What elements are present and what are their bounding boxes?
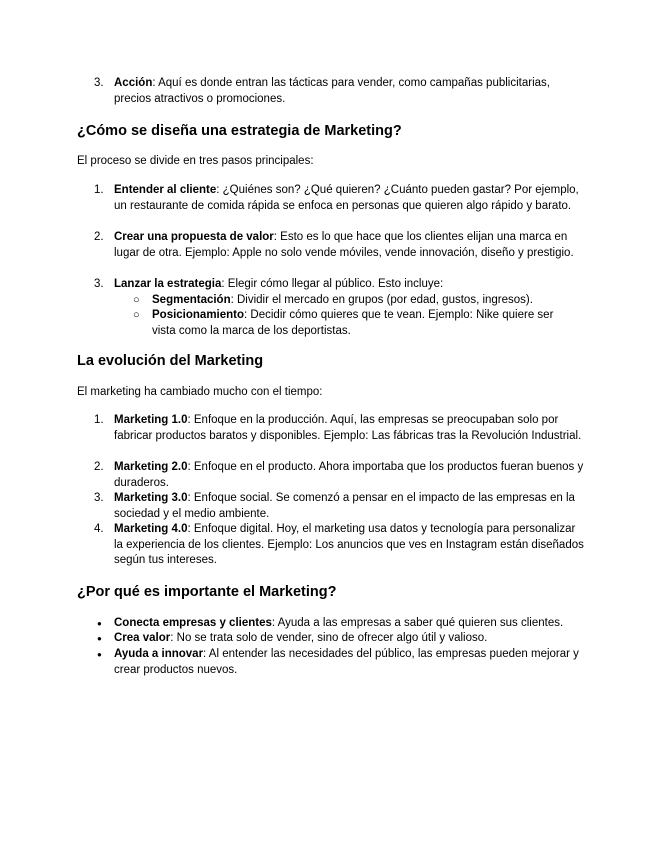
list-number: 3. (94, 278, 104, 290)
sub-list-item (133, 308, 572, 339)
list-number: 3. (94, 492, 104, 504)
list-item (94, 183, 584, 214)
list-text: : Enfoque en la producción. Aquí, las empresas se preocupaban solo por fabricar productos baratos y disponibles. Ejemplo: Las fábricas tras la Revolución Industrial. (114, 414, 582, 442)
circle-bullet-icon: ○ (133, 294, 140, 306)
bullet-icon: ● (97, 634, 102, 643)
list-item (94, 522, 584, 569)
section-intro: El proceso se divide en tres pasos principales: (77, 155, 314, 167)
list-text: : Esto es lo que hace que los clientes elijan una marca en lugar de otra. Ejemplo: Apple no solo vende móviles, vende innovación, diseño y prestigio. (114, 231, 574, 259)
section-heading: ¿Por qué es importante el Marketing? (77, 584, 337, 600)
list-number: 2. (94, 461, 104, 473)
list-term: Crear una propuesta de valor (114, 231, 274, 243)
list-term: Marketing 1.0 (114, 414, 188, 426)
list-item (94, 460, 584, 491)
sub-list-item (133, 293, 572, 309)
list-text: : ¿Quiénes son? ¿Qué quieren? ¿Cuánto pueden gastar? Por ejemplo, un restaurante de comida rápida se enfoca en personas que quieren algo rápido y barato. (114, 184, 579, 212)
bullet-icon: ● (97, 650, 102, 659)
bullet-item (97, 616, 584, 632)
list-text: : Al entender las necesidades del público, las empresas pueden mejorar y crear productos nuevos. (114, 648, 579, 676)
bullet-item (97, 647, 584, 678)
section-heading: ¿Cómo se diseña una estrategia de Marketing? (77, 123, 402, 139)
list-item (94, 230, 584, 261)
list-number: 1. (94, 414, 104, 426)
list-text: : Ayuda a las empresas a saber qué quieren sus clientes. (271, 617, 564, 629)
list-item (94, 277, 584, 293)
bullet-icon: ● (97, 619, 102, 628)
list-text: : Dividir el mercado en grupos (por edad, gustos, ingresos). (230, 294, 533, 306)
list-text: : Elegir cómo llegar al público. Esto incluye: (221, 278, 444, 290)
list-term: Marketing 2.0 (114, 461, 188, 473)
list-term: Acción (114, 77, 153, 89)
list-number: 1. (94, 184, 104, 196)
list-text: : Enfoque digital. Hoy, el marketing usa datos y tecnología para personalizar la experiencia de los clientes. Ejemplo: Los anuncios que ves en Instagram están diseñados según tus intereses. (114, 523, 584, 567)
section-intro: El marketing ha cambiado mucho con el tiempo: (77, 386, 323, 398)
list-term: Conecta empresas y clientes (114, 617, 272, 629)
circle-bullet-icon: ○ (133, 309, 140, 321)
list-term: Crea valor (114, 632, 171, 644)
list-term: Posicionamiento (152, 309, 245, 321)
section-heading: La evolución del Marketing (77, 353, 264, 369)
list-text: : Decidir cómo quieres que te vean. Ejemplo: Nike quiere ser vista como la marca de los deportistas. (152, 309, 554, 337)
list-item (94, 413, 584, 444)
list-number: 4. (94, 523, 104, 535)
list-term: Lanzar la estrategia (114, 278, 222, 290)
bullet-item (97, 631, 584, 647)
list-item (94, 491, 584, 522)
list-term: Marketing 3.0 (114, 492, 188, 504)
list-term: Ayuda a innovar (114, 648, 204, 660)
list-number: 3. (94, 77, 104, 89)
list-term: Marketing 4.0 (114, 523, 188, 535)
list-term: Entender al cliente (114, 184, 217, 196)
list-text: : Enfoque en el producto. Ahora importaba que los productos fueran buenos y duraderos. (114, 461, 584, 489)
list-text: : No se trata solo de vender, sino de ofrecer algo útil y valioso. (170, 632, 488, 644)
list-number: 2. (94, 231, 104, 243)
list-text: : Enfoque social. Se comenzó a pensar en el impacto de las empresas en la sociedad y el medio ambiente. (114, 492, 575, 520)
list-item (94, 76, 584, 107)
list-term: Segmentación (152, 294, 231, 306)
list-text: : Aquí es donde entran las tácticas para vender, como campañas publicitarias, precios atractivos o promociones. (114, 77, 550, 105)
